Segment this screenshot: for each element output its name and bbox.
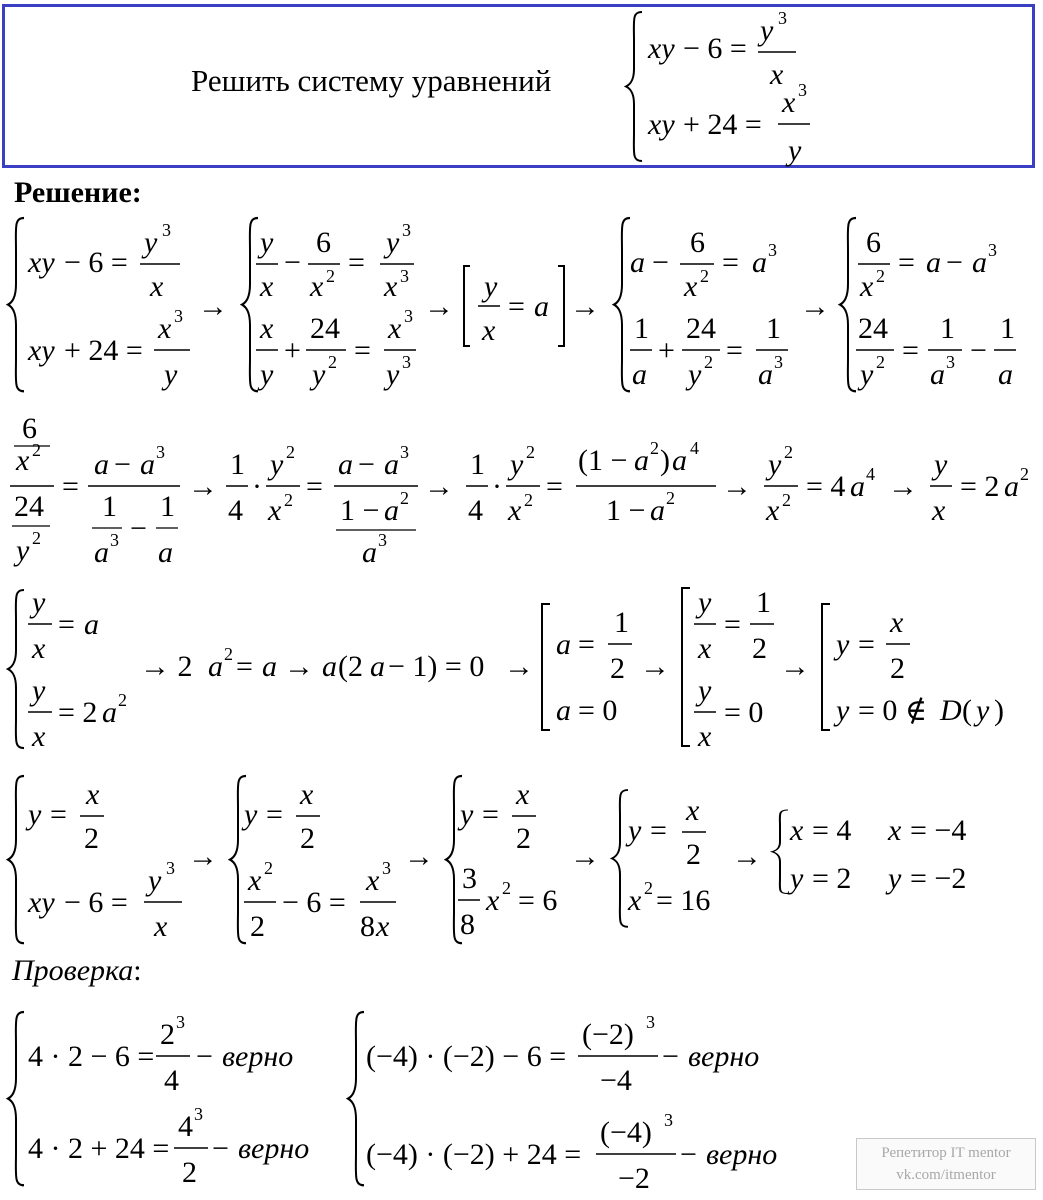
svg-text:x: x bbox=[770, 58, 784, 91]
svg-text:2: 2 bbox=[704, 352, 713, 372]
svg-text:a: a bbox=[102, 696, 117, 729]
svg-text:a: a bbox=[94, 536, 109, 569]
svg-text:8: 8 bbox=[360, 910, 375, 943]
svg-text:y: y bbox=[32, 586, 46, 619]
svg-text:a: a bbox=[362, 536, 377, 569]
svg-text:x: x bbox=[310, 270, 324, 303]
svg-text:y: y bbox=[460, 798, 474, 831]
svg-text:a: a bbox=[322, 650, 337, 683]
svg-text:a: a bbox=[972, 246, 987, 279]
svg-text:→: → bbox=[404, 840, 434, 873]
svg-text:=: = bbox=[726, 334, 743, 367]
svg-text:2: 2 bbox=[610, 652, 625, 685]
svg-text:a: a bbox=[930, 358, 945, 391]
svg-text:−: − bbox=[652, 246, 669, 279]
svg-text:3: 3 bbox=[404, 306, 413, 326]
check-heading-colon: : bbox=[133, 954, 142, 987]
svg-text:): ) bbox=[660, 444, 670, 477]
svg-text:− 1) = 0: − 1) = 0 bbox=[388, 650, 485, 683]
svg-text:1: 1 bbox=[634, 312, 649, 345]
svg-text:=: = bbox=[508, 290, 525, 323]
svg-text:2: 2 bbox=[524, 490, 533, 510]
svg-text:4: 4 bbox=[164, 1064, 179, 1097]
svg-text:2: 2 bbox=[250, 910, 265, 943]
svg-text:2: 2 bbox=[160, 1018, 175, 1051]
svg-text:верно: верно bbox=[706, 1138, 778, 1171]
svg-text:y: y bbox=[698, 586, 712, 619]
svg-text:y: y bbox=[934, 448, 948, 481]
svg-text:3: 3 bbox=[400, 442, 409, 462]
svg-text:xy: xy bbox=[28, 886, 55, 919]
svg-text:a: a bbox=[556, 628, 571, 661]
svg-text:x: x bbox=[932, 494, 946, 527]
svg-text:3: 3 bbox=[462, 862, 477, 895]
svg-text:a: a bbox=[208, 650, 223, 683]
svg-text:2: 2 bbox=[782, 490, 791, 510]
svg-text:x: x bbox=[388, 312, 402, 345]
svg-text:→ 2: → 2 bbox=[140, 650, 193, 683]
svg-text:→: → bbox=[640, 650, 670, 683]
svg-text:−: − bbox=[680, 1138, 697, 1171]
watermark-line1: Репетитор IT mentor bbox=[881, 1145, 1011, 1161]
svg-text:→: → bbox=[570, 290, 600, 323]
svg-text:=: = bbox=[348, 246, 365, 279]
svg-text:xy: xy bbox=[648, 108, 675, 141]
row-1 bbox=[8, 218, 1016, 391]
svg-text:→: → bbox=[780, 650, 810, 683]
svg-text:3: 3 bbox=[194, 1104, 203, 1124]
svg-text:y: y bbox=[628, 814, 642, 847]
svg-text:= 2: = 2 bbox=[58, 696, 98, 729]
svg-text:− 6 =: − 6 = bbox=[683, 32, 747, 65]
svg-text:−: − bbox=[358, 448, 375, 481]
svg-text:y: y bbox=[790, 862, 804, 895]
svg-text:1: 1 bbox=[160, 490, 175, 523]
svg-text:a: a bbox=[384, 494, 399, 527]
svg-text:3: 3 bbox=[156, 442, 165, 462]
svg-text:x: x bbox=[260, 270, 274, 303]
svg-text:+: + bbox=[658, 334, 675, 367]
svg-text:= 0: = 0 bbox=[724, 696, 764, 729]
svg-text:1 −: 1 − bbox=[606, 494, 646, 527]
svg-text:4: 4 bbox=[468, 494, 483, 527]
svg-text:2: 2 bbox=[784, 442, 793, 462]
svg-text:= 2: = 2 bbox=[812, 862, 852, 895]
svg-text:2: 2 bbox=[876, 266, 885, 286]
svg-text:4 · 2 + 24 =: 4 · 2 + 24 = bbox=[28, 1132, 170, 1165]
svg-text:x: x bbox=[376, 910, 390, 943]
svg-text:x: x bbox=[260, 312, 274, 345]
svg-text:x: x bbox=[32, 720, 46, 753]
svg-text:1: 1 bbox=[102, 490, 117, 523]
svg-text:= −4: = −4 bbox=[910, 814, 967, 847]
svg-text:x: x bbox=[16, 444, 30, 477]
watermark bbox=[856, 1138, 1036, 1190]
svg-text:y: y bbox=[760, 14, 774, 47]
svg-text:+ 24 =: + 24 = bbox=[64, 334, 143, 367]
svg-text:1 −: 1 − bbox=[340, 494, 380, 527]
svg-text:(: ( bbox=[962, 694, 972, 727]
svg-text:2: 2 bbox=[118, 690, 127, 710]
svg-text:y: y bbox=[148, 864, 162, 897]
svg-text:x: x bbox=[32, 632, 46, 665]
svg-text:x: x bbox=[790, 814, 804, 847]
svg-text:a: a bbox=[338, 448, 353, 481]
svg-text:2: 2 bbox=[1020, 464, 1029, 484]
svg-text:−: − bbox=[130, 512, 147, 545]
svg-text:1: 1 bbox=[230, 448, 245, 481]
svg-text:a: a bbox=[370, 650, 385, 683]
svg-text:−: − bbox=[662, 1040, 679, 1073]
svg-text:x: x bbox=[782, 86, 796, 119]
svg-text:(−4) · (−2) + 24 =: (−4) · (−2) + 24 = bbox=[366, 1138, 582, 1171]
svg-text:a: a bbox=[998, 358, 1013, 391]
svg-text:x: x bbox=[86, 778, 100, 811]
svg-text:2: 2 bbox=[686, 838, 701, 871]
svg-text:→: → bbox=[570, 840, 600, 873]
svg-text:y: y bbox=[976, 694, 990, 727]
svg-text:1: 1 bbox=[1000, 312, 1015, 345]
svg-text:3: 3 bbox=[382, 858, 391, 878]
svg-text:y: y bbox=[28, 798, 42, 831]
svg-text:1: 1 bbox=[756, 586, 771, 619]
svg-text:2: 2 bbox=[328, 352, 337, 372]
svg-text:4: 4 bbox=[690, 438, 699, 458]
svg-text:3: 3 bbox=[402, 220, 411, 240]
svg-text:a: a bbox=[94, 448, 109, 481]
svg-text:y: y bbox=[836, 694, 850, 727]
svg-text:=: = bbox=[902, 334, 919, 367]
svg-text:y: y bbox=[16, 534, 30, 567]
svg-text:=: = bbox=[578, 628, 595, 661]
svg-text:−: − bbox=[212, 1132, 229, 1165]
svg-text:=: = bbox=[62, 470, 79, 503]
svg-text:4: 4 bbox=[178, 1110, 193, 1143]
svg-text:→: → bbox=[722, 470, 752, 503]
svg-text:−: − bbox=[970, 334, 987, 367]
svg-text:− 6 =: − 6 = bbox=[282, 886, 346, 919]
svg-text:= 4: = 4 bbox=[806, 470, 846, 503]
svg-text:x: x bbox=[508, 494, 522, 527]
svg-text:= 6: = 6 bbox=[518, 884, 558, 917]
svg-text:24: 24 bbox=[310, 312, 340, 345]
svg-text:2: 2 bbox=[32, 528, 41, 548]
svg-text:→: → bbox=[504, 650, 534, 683]
svg-text:3: 3 bbox=[400, 266, 409, 286]
svg-text:3: 3 bbox=[768, 240, 777, 260]
svg-text:=: = bbox=[50, 798, 67, 831]
svg-text:y: y bbox=[688, 358, 702, 391]
svg-text:= −2: = −2 bbox=[910, 862, 967, 895]
svg-text:a: a bbox=[752, 246, 767, 279]
svg-text:6: 6 bbox=[22, 412, 37, 445]
svg-text:верно: верно bbox=[222, 1040, 294, 1073]
svg-text:(−4): (−4) bbox=[600, 1116, 652, 1149]
svg-text:→: → bbox=[424, 470, 454, 503]
svg-text:= 0: = 0 bbox=[578, 694, 618, 727]
svg-text:(2: (2 bbox=[338, 650, 363, 683]
check-right bbox=[348, 1012, 777, 1195]
svg-text:x: x bbox=[516, 778, 530, 811]
svg-text:4: 4 bbox=[228, 494, 243, 527]
svg-text:x: x bbox=[300, 778, 314, 811]
svg-text:2: 2 bbox=[84, 822, 99, 855]
svg-text:y: y bbox=[270, 448, 284, 481]
svg-text:x: x bbox=[686, 794, 700, 827]
svg-text:=: = bbox=[722, 246, 739, 279]
svg-text:3: 3 bbox=[774, 352, 783, 372]
svg-text:1: 1 bbox=[614, 606, 629, 639]
svg-text:3: 3 bbox=[402, 352, 411, 372]
svg-text:24: 24 bbox=[686, 312, 716, 345]
svg-text:x: x bbox=[890, 606, 904, 639]
svg-text:= 0 ∉: = 0 ∉ bbox=[858, 694, 928, 727]
svg-text:→: → bbox=[888, 470, 918, 503]
check-heading-text: Проверка bbox=[12, 954, 134, 987]
svg-text:x: x bbox=[158, 312, 172, 345]
svg-text:→: → bbox=[188, 470, 218, 503]
svg-text:3: 3 bbox=[174, 306, 183, 326]
svg-text:a: a bbox=[758, 358, 773, 391]
svg-text:x: x bbox=[154, 910, 168, 943]
svg-text:x: x bbox=[860, 270, 874, 303]
svg-text:x: x bbox=[268, 494, 282, 527]
svg-text:3: 3 bbox=[988, 240, 997, 260]
svg-text:y: y bbox=[768, 448, 782, 481]
svg-text:x: x bbox=[698, 720, 712, 753]
svg-text:= 2: = 2 bbox=[960, 470, 1000, 503]
svg-text:y: y bbox=[386, 358, 400, 391]
svg-text:D: D bbox=[940, 694, 962, 727]
svg-text:a: a bbox=[672, 444, 687, 477]
svg-text:y: y bbox=[888, 862, 902, 895]
svg-text:3: 3 bbox=[378, 530, 387, 550]
svg-text:3: 3 bbox=[166, 858, 175, 878]
row-2 bbox=[10, 412, 1029, 569]
svg-text:2: 2 bbox=[650, 438, 659, 458]
svg-text:6: 6 bbox=[866, 226, 881, 259]
svg-text:2: 2 bbox=[516, 822, 531, 855]
svg-text:3: 3 bbox=[176, 1012, 185, 1032]
svg-text:x: x bbox=[888, 814, 902, 847]
svg-text:x: x bbox=[248, 864, 262, 897]
check-left bbox=[8, 1012, 309, 1189]
svg-text:2: 2 bbox=[32, 440, 41, 460]
svg-text:=: = bbox=[724, 608, 741, 641]
svg-text:(−4) · (−2) − 6 =: (−4) · (−2) − 6 = bbox=[366, 1040, 567, 1073]
svg-text:2: 2 bbox=[876, 352, 885, 372]
svg-text:xy: xy bbox=[28, 246, 55, 279]
svg-text:→: → bbox=[198, 290, 228, 323]
svg-text:−4: −4 bbox=[600, 1064, 632, 1097]
svg-text:x: x bbox=[366, 864, 380, 897]
svg-text:a: a bbox=[534, 290, 549, 323]
svg-text:=: = bbox=[236, 650, 253, 683]
svg-text:2: 2 bbox=[890, 652, 905, 685]
svg-text:y: y bbox=[698, 674, 712, 707]
svg-text:−2: −2 bbox=[618, 1162, 650, 1195]
svg-text:x: x bbox=[766, 494, 780, 527]
row-4 bbox=[8, 776, 966, 943]
svg-text:=: = bbox=[266, 798, 283, 831]
svg-text:a: a bbox=[158, 536, 173, 569]
svg-text:−: − bbox=[196, 1040, 213, 1073]
svg-text:): ) bbox=[994, 694, 1004, 727]
svg-text:24: 24 bbox=[14, 490, 44, 523]
svg-text:x: x bbox=[628, 884, 642, 917]
svg-text:a: a bbox=[926, 246, 941, 279]
svg-text:a: a bbox=[1004, 470, 1019, 503]
svg-text:y: y bbox=[788, 134, 802, 167]
svg-text:1: 1 bbox=[766, 312, 781, 345]
watermark-line2: vk.com/itmentor bbox=[896, 1167, 996, 1183]
svg-text:2: 2 bbox=[644, 878, 653, 898]
svg-text:=: = bbox=[898, 246, 915, 279]
svg-text:a: a bbox=[140, 448, 155, 481]
svg-text:·: · bbox=[252, 470, 262, 503]
svg-text:=: = bbox=[650, 814, 667, 847]
svg-text:2: 2 bbox=[400, 488, 409, 508]
svg-text:2: 2 bbox=[224, 644, 233, 664]
svg-text:4 · 2 − 6 =: 4 · 2 − 6 = bbox=[28, 1040, 155, 1073]
svg-text:(−2): (−2) bbox=[582, 1018, 634, 1051]
svg-text:y: y bbox=[260, 358, 274, 391]
svg-text:2: 2 bbox=[526, 442, 535, 462]
svg-text:2: 2 bbox=[700, 266, 709, 286]
svg-text:→: → bbox=[732, 840, 762, 873]
svg-text:a: a bbox=[850, 470, 865, 503]
svg-text:−: − bbox=[114, 448, 131, 481]
svg-text:y: y bbox=[860, 358, 874, 391]
svg-text:·: · bbox=[492, 470, 502, 503]
solution-heading: Решение: bbox=[14, 176, 142, 209]
svg-text:=: = bbox=[546, 470, 563, 503]
svg-text:3: 3 bbox=[946, 352, 955, 372]
svg-text:y: y bbox=[244, 798, 258, 831]
svg-text:−: − bbox=[946, 246, 963, 279]
svg-text:a: a bbox=[634, 444, 649, 477]
svg-text:2: 2 bbox=[300, 822, 315, 855]
svg-text:y: y bbox=[164, 358, 178, 391]
svg-text:y: y bbox=[144, 226, 158, 259]
svg-text:x: x bbox=[384, 270, 398, 303]
svg-text:=: = bbox=[306, 470, 323, 503]
svg-text:a: a bbox=[650, 494, 665, 527]
svg-text:2: 2 bbox=[284, 490, 293, 510]
svg-text:3: 3 bbox=[162, 220, 171, 240]
svg-text:y: y bbox=[32, 674, 46, 707]
svg-text:3: 3 bbox=[778, 8, 787, 28]
svg-text:8: 8 bbox=[460, 908, 475, 941]
svg-text:x: x bbox=[482, 314, 496, 347]
svg-text:− 6 =: − 6 = bbox=[64, 886, 128, 919]
svg-text:x: x bbox=[698, 632, 712, 665]
svg-text:3: 3 bbox=[798, 80, 807, 100]
svg-text:→: → bbox=[800, 290, 830, 323]
svg-text:2: 2 bbox=[326, 266, 335, 286]
svg-text:=: = bbox=[354, 334, 371, 367]
svg-text:3: 3 bbox=[110, 530, 119, 550]
svg-text:a: a bbox=[632, 358, 647, 391]
problem-system bbox=[626, 8, 810, 167]
svg-text:−: − bbox=[284, 246, 301, 279]
svg-text:a: a bbox=[262, 650, 277, 683]
svg-text:a: a bbox=[84, 608, 99, 641]
svg-text:y: y bbox=[836, 628, 850, 661]
svg-text:→: → bbox=[424, 290, 454, 323]
svg-text:2: 2 bbox=[286, 442, 295, 462]
svg-text:xy: xy bbox=[648, 32, 675, 65]
svg-text:→: → bbox=[188, 840, 218, 873]
svg-text:x: x bbox=[150, 270, 164, 303]
svg-text:− 6 =: − 6 = bbox=[64, 246, 128, 279]
svg-text:1: 1 bbox=[940, 312, 955, 345]
svg-text:верно: верно bbox=[238, 1132, 310, 1165]
svg-text:верно: верно bbox=[688, 1040, 760, 1073]
svg-text:4: 4 bbox=[866, 464, 875, 484]
svg-text:a: a bbox=[556, 694, 571, 727]
svg-text:y: y bbox=[386, 226, 400, 259]
svg-text:a: a bbox=[384, 448, 399, 481]
svg-text:3: 3 bbox=[646, 1012, 655, 1032]
svg-text:6: 6 bbox=[690, 226, 705, 259]
svg-text:a: a bbox=[630, 246, 645, 279]
svg-text:=: = bbox=[858, 628, 875, 661]
svg-text:x: x bbox=[684, 270, 698, 303]
svg-text:xy: xy bbox=[28, 334, 55, 367]
svg-text:y: y bbox=[510, 448, 524, 481]
svg-text:2: 2 bbox=[182, 1156, 197, 1189]
svg-text:= 16: = 16 bbox=[656, 884, 711, 917]
svg-text:1: 1 bbox=[470, 448, 485, 481]
svg-text:y: y bbox=[260, 226, 274, 259]
svg-text:2: 2 bbox=[752, 632, 767, 665]
svg-text:=: = bbox=[482, 798, 499, 831]
svg-text:y: y bbox=[484, 270, 498, 303]
svg-text:=: = bbox=[58, 608, 75, 641]
svg-text:(1 −: (1 − bbox=[578, 444, 628, 477]
row-3 bbox=[8, 586, 1004, 753]
svg-text:+: + bbox=[284, 334, 301, 367]
problem-statement: Решить систему уравнений bbox=[191, 63, 552, 98]
svg-text:6: 6 bbox=[316, 226, 331, 259]
svg-text:→: → bbox=[284, 650, 314, 683]
svg-text:24: 24 bbox=[858, 312, 888, 345]
svg-text:y: y bbox=[312, 358, 326, 391]
svg-text:3: 3 bbox=[664, 1110, 673, 1130]
svg-text:2: 2 bbox=[502, 878, 511, 898]
svg-text:2: 2 bbox=[264, 858, 273, 878]
svg-text:2: 2 bbox=[666, 488, 675, 508]
svg-text:x: x bbox=[486, 884, 500, 917]
svg-text:+ 24 =: + 24 = bbox=[683, 108, 762, 141]
svg-text:= 4: = 4 bbox=[812, 814, 852, 847]
